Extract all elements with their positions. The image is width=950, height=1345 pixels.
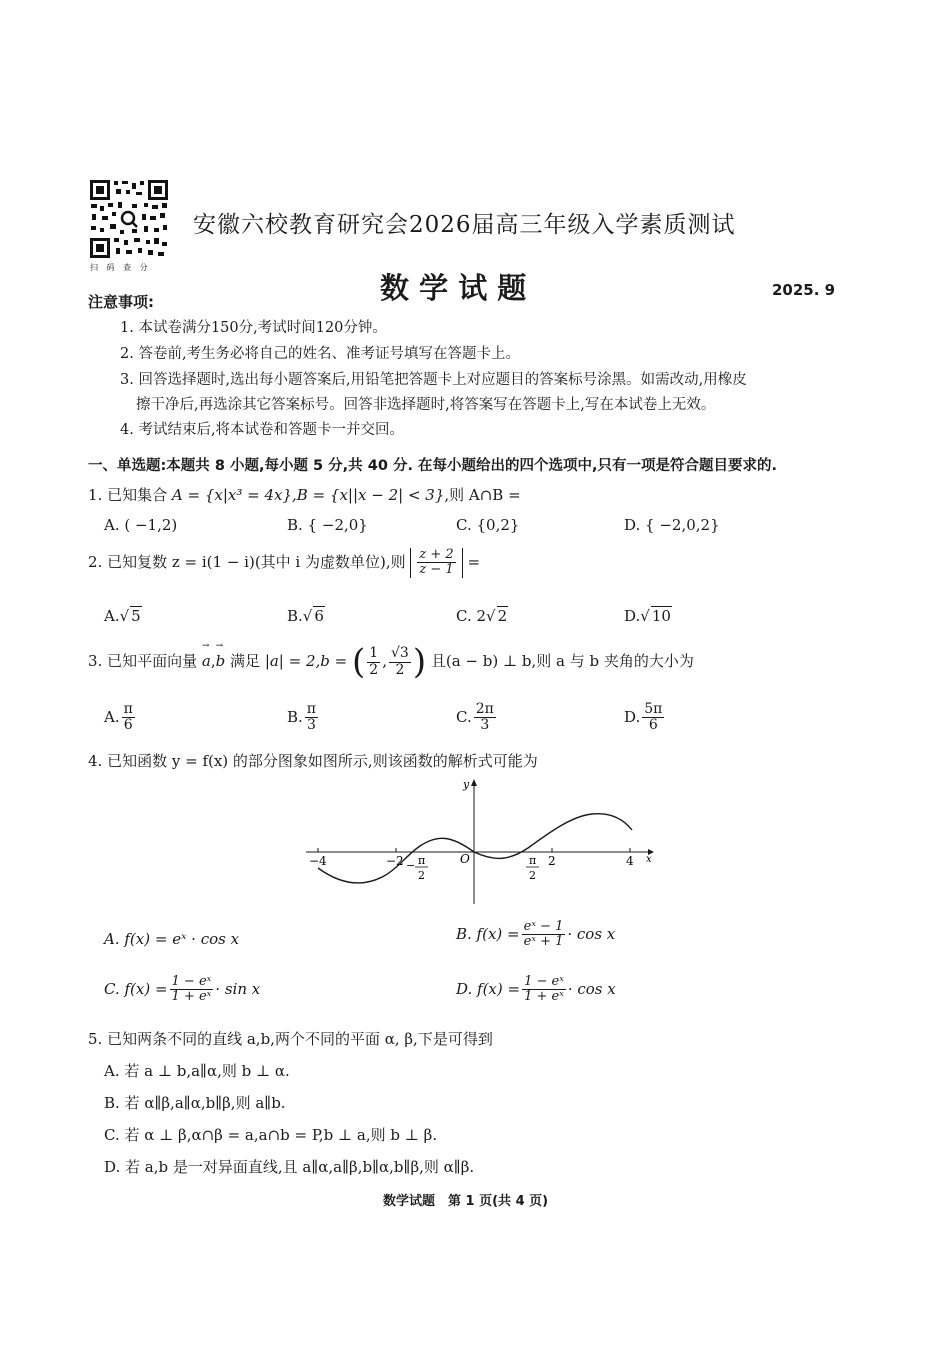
option-b[interactable]: B. $\frac{\pi}{3}$	[287, 701, 316, 734]
note-item: 1. 本试卷满分150分,考试时间120分钟。	[120, 320, 387, 336]
set-a: A = {x|x³ = 4x}	[171, 486, 293, 504]
paren-close: )	[412, 642, 427, 682]
question-text: 且(a − b) ⊥ b,则 a 与 b 夹角的大小为	[430, 652, 694, 670]
exam-date: 2025. 9	[772, 281, 836, 299]
qr-code[interactable]	[88, 178, 170, 260]
b-def: ,b =	[315, 652, 348, 670]
option-d[interactable]: D. 若 a,b 是一对异面直线,且 a∥α,a∥β,b∥α,b∥β,则 α∥β.	[104, 1158, 475, 1176]
pi-den: 2	[418, 869, 425, 882]
y-axis-arrow	[471, 779, 477, 786]
option-c[interactable]: C. {0,2}	[456, 516, 520, 534]
section-heading: 一、单选题:本题共 8 小题,每小题 5 分,共 40 分. 在每小题给出的四个选项中,只有一项是符合题目要求的.	[88, 458, 778, 474]
pi-label: π	[418, 854, 426, 867]
vector-a: → a	[202, 652, 211, 670]
question-ask: ,则 A∩B =	[444, 486, 521, 504]
fraction: $\frac{1}{2}$	[369, 645, 379, 678]
option-c[interactable]: C. f(x) = $\frac{\text{1 − eˣ}}{\text{1 + eˣ}}$ · sin x	[104, 974, 261, 1005]
pi-den: 2	[529, 869, 536, 882]
notes-heading: 注意事项:	[88, 293, 154, 311]
question-number: 3.	[88, 652, 103, 670]
tick-label: 4	[626, 854, 634, 868]
option-c[interactable]: C. $\frac{2\pi}{3}$	[456, 701, 494, 734]
question-5	[88, 1028, 493, 1049]
option-b[interactable]: B. 若 α∥β,a∥α,b∥β,则 a∥b.	[104, 1094, 286, 1112]
question-number: 1.	[88, 486, 103, 504]
tick-label: 2	[548, 854, 556, 868]
option-b[interactable]: B. { −2,0}	[287, 516, 368, 534]
option-c[interactable]: C. 2√ 2	[456, 607, 508, 625]
question-1	[88, 484, 521, 505]
modulus	[410, 548, 462, 578]
magnitude: |a| = 2	[264, 652, 316, 670]
fraction: $\frac{√3}{2}$	[390, 645, 409, 678]
vector-b: → b	[216, 652, 226, 670]
question-3: 3. 已知平面向量 → a,→ b 满足 |a| = 2,b = ( $\frac{1}{2}$ , $\frac{√3}{2}$ ) 且(a − b) ⊥ b,则 a 与 b 夹角的大小为	[88, 642, 694, 682]
option-d[interactable]: D.√ 10	[624, 607, 671, 625]
paren-open: (	[352, 642, 366, 682]
question-4	[88, 750, 538, 771]
y-axis-label: y	[463, 778, 470, 791]
question-number: 2.	[88, 552, 103, 571]
note-item: 擦干净后,再选涂其它答案标号。回答非选择题时,将答案写在答题卡上,写在本试卷上无效。	[136, 397, 716, 413]
fraction: $\frac{z + 2}{z - 1}$	[419, 547, 454, 578]
tick-label: −4	[309, 854, 327, 868]
note-item: 2. 答卷前,考生务必将自己的姓名、准考证号填写在答题卡上。	[120, 346, 521, 362]
pi-label: π	[529, 854, 537, 867]
question-text: 已知复数 z = i(1 − i)(其中 i 为虚数单位),则	[107, 552, 406, 571]
option-a[interactable]: A. 若 a ⊥ b,a∥α,则 b ⊥ α.	[104, 1062, 290, 1080]
question-2	[88, 548, 480, 578]
neg-sign: −	[406, 859, 416, 872]
question-text: 已知集合	[107, 486, 168, 504]
exam-title: 数 学 试 题	[380, 271, 527, 305]
x-axis-label: x	[646, 854, 652, 865]
option-b[interactable]: B.√ 6	[287, 607, 324, 625]
note-item: 4. 考试结束后,将本试卷和答题卡一并交回。	[120, 422, 405, 438]
question-text: 已知两条不同的直线 a,b,两个不同的平面 α, β,下是可得到	[107, 1030, 493, 1048]
question-text: 满足	[230, 652, 261, 670]
equals: =	[467, 552, 481, 571]
question-number: 4.	[88, 752, 103, 770]
tick-label: −2	[386, 854, 404, 868]
org-title: 安徽六校教育研究会2026届高三年级入学素质测试	[193, 212, 736, 238]
option-d[interactable]: D. f(x) = $\frac{\text{1 − eˣ}}{\text{1 + eˣ}}$ · cos x	[456, 974, 616, 1005]
option-d[interactable]: D. { −2,0,2}	[624, 516, 720, 534]
set-b: ,B = {x||x − 2| < 3}	[292, 486, 445, 504]
page-footer: 数学试题 第 1 页(共 4 页)	[383, 1194, 549, 1209]
question-text: 已知函数 y = f(x) 的部分图象如图所示,则该函数的解析式可能为	[107, 752, 538, 770]
option-a[interactable]: A. $\frac{\pi}{6}$	[104, 701, 133, 734]
option-a[interactable]: A. f(x) = eˣ · cos x	[104, 930, 240, 948]
question-text: 已知平面向量	[107, 652, 198, 670]
option-a[interactable]: A. ( −1,2)	[104, 516, 178, 534]
qr-caption: 扫 码 查 分	[90, 263, 151, 272]
function-graph	[300, 776, 660, 906]
note-item: 3. 回答选择题时,选出每小题答案后,用铅笔把答题卡上对应题目的答案标号涂黑。如需改动,用橡皮	[120, 372, 747, 388]
question-number: 5.	[88, 1030, 103, 1048]
option-a[interactable]: A.√ 5	[104, 607, 141, 625]
option-b[interactable]: B. f(x) = $\frac{\text{eˣ − 1}}{\text{eˣ + 1}}$ · cos x	[456, 919, 616, 950]
option-d[interactable]: D. $\frac{5\pi}{6}$	[624, 701, 663, 734]
origin-label: O	[460, 852, 470, 866]
function-curve	[318, 814, 632, 883]
option-c[interactable]: C. 若 α ⊥ β,α∩β = a,a∩b = P,b ⊥ a,则 b ⊥ β.	[104, 1126, 438, 1144]
